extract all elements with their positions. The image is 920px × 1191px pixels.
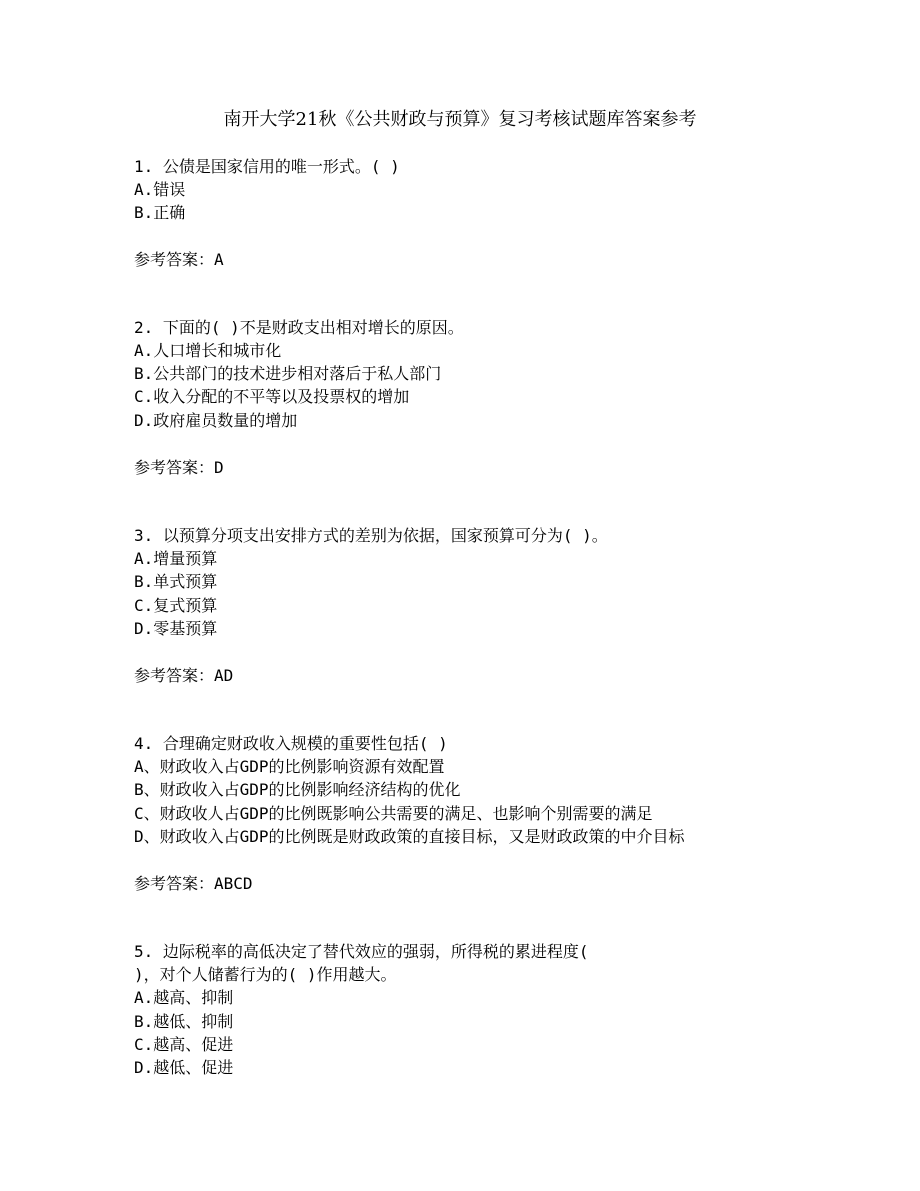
question-5-stem-continued: )，对个人储蓄行为的( )作用越大。 xyxy=(134,965,397,984)
question-1-answer: 参考答案：A xyxy=(134,250,224,269)
question-1-option-b: B.正确 xyxy=(134,203,186,222)
question-2-option-b: B.公共部门的技术进步相对落后于私人部门 xyxy=(134,364,442,383)
question-4-option-d: D、财政收入占GDP的比例既是财政政策的直接目标，又是财政政策的中介目标 xyxy=(134,827,685,846)
question-5-stem: 5. 边际税率的高低决定了替代效应的强弱，所得税的累进程度( xyxy=(134,942,589,961)
document-title: 南开大学21秋《公共财政与预算》复习考核试题库答案参考 xyxy=(223,109,697,130)
question-4-option-c: C、财政收人占GDP的比例既影响公共需要的满足、也影响个别需要的满足 xyxy=(134,804,653,823)
question-4-stem: 4. 合理确定财政收入规模的重要性包括( ) xyxy=(134,734,448,753)
question-4-option-b: B、财政收入占GDP的比例影响经济结构的优化 xyxy=(134,780,461,799)
question-1-stem: 1. 公债是国家信用的唯一形式。( ) xyxy=(134,157,400,176)
question-5-option-d: D.越低、促进 xyxy=(134,1058,234,1077)
question-2-option-d: D.政府雇员数量的增加 xyxy=(134,411,298,430)
question-5-option-a: A.越高、抑制 xyxy=(134,988,234,1007)
question-2-option-c: C.收入分配的不平等以及投票权的增加 xyxy=(134,387,410,406)
question-4-option-a: A、财政收入占GDP的比例影响资源有效配置 xyxy=(134,757,445,776)
question-5-option-b: B.越低、抑制 xyxy=(134,1012,234,1031)
question-2-answer: 参考答案：D xyxy=(134,458,224,477)
question-2-stem: 2. 下面的( )不是财政支出相对增长的原因。 xyxy=(134,318,464,337)
question-3-option-c: C.复式预算 xyxy=(134,596,218,615)
question-3-option-d: D.零基预算 xyxy=(134,619,218,638)
question-4-answer: 参考答案：ABCD xyxy=(134,874,253,893)
question-3-stem: 3. 以预算分项支出安排方式的差别为依据，国家预算可分为( )。 xyxy=(134,526,608,545)
question-3-answer: 参考答案：AD xyxy=(134,666,234,685)
question-1-option-a: A.错误 xyxy=(134,180,186,199)
question-5-option-c: C.越高、促进 xyxy=(134,1035,234,1054)
question-3-option-a: A.增量预算 xyxy=(134,549,218,568)
question-2-option-a: A.人口增长和城市化 xyxy=(134,341,282,360)
question-3-option-b: B.单式预算 xyxy=(134,572,218,591)
